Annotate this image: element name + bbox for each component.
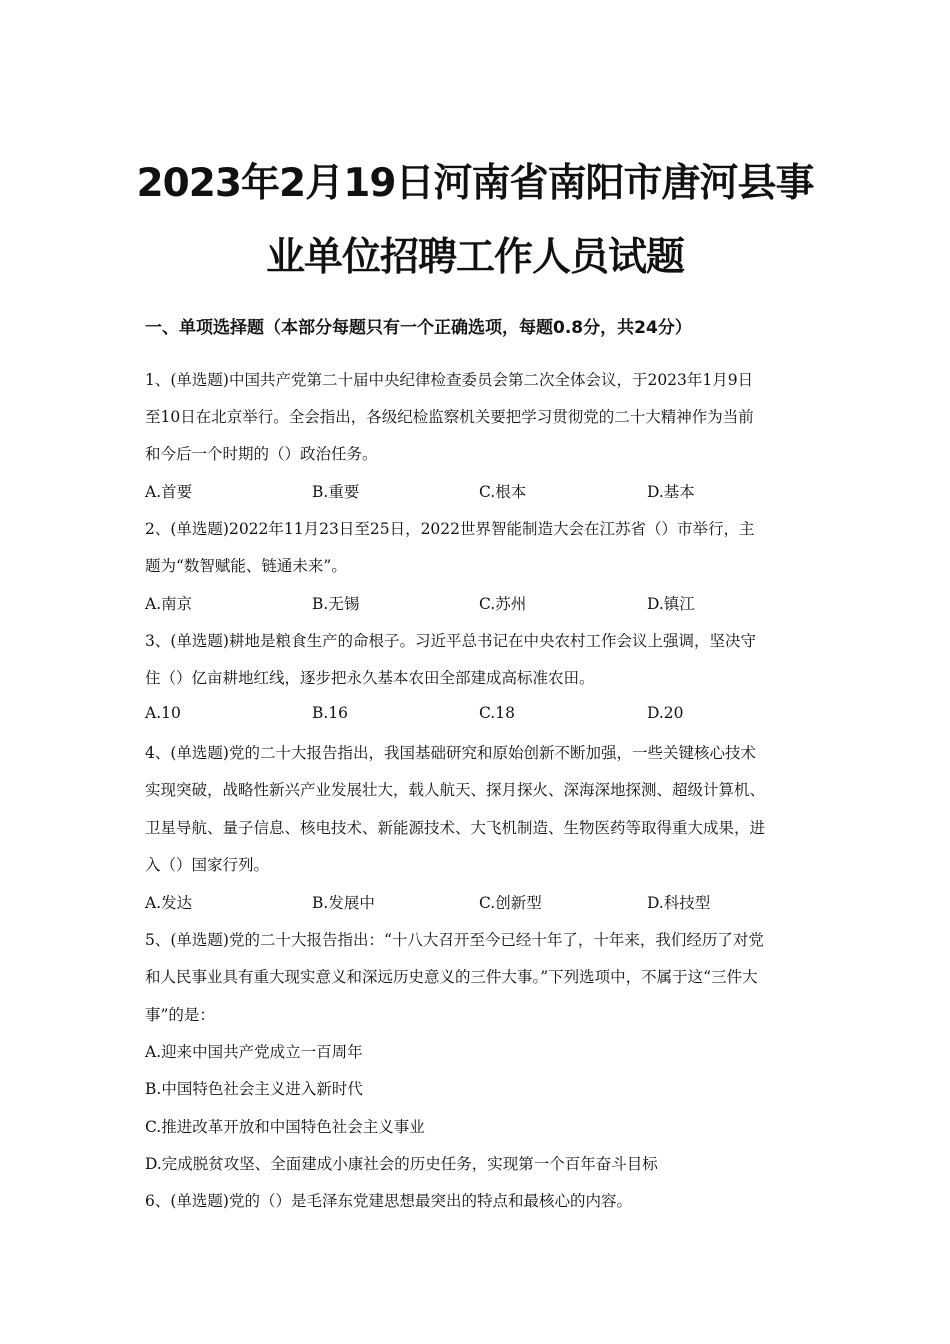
question-6-line-1: 6、(单选题)党的（）是毛泽东党建思想最突出的特点和最核心的内容。 [145,1192,632,1210]
document-title-line-1: 2023年2月19日河南省南阳市唐河县事 [136,161,814,206]
question-4-line-1: 4、(单选题)党的二十大报告指出，我国基础研究和原始创新不断加强，一些关键核心技术 [145,744,756,762]
question-1-option-b: B.重要 [312,483,360,501]
question-4-option-a: A.发达 [145,894,193,912]
question-5-line-3: 事”的是： [145,1006,215,1024]
question-5-option-d: D.完成脱贫攻坚、全面建成小康社会的历史任务，实现第一个百年奋斗目标 [145,1155,658,1173]
question-4-line-2: 实现突破，战略性新兴产业发展壮大，载人航天、探月探火、深海深地探测、超级计算机、 [145,781,766,799]
question-2-option-d: D.镇江 [647,595,695,613]
question-3-options [145,704,825,726]
question-4-line-3: 卫星导航、量子信息、核电技术、新能源技术、大飞机制造、生物医药等取得重大成果，进 [145,819,766,837]
question-5-option-b: B.中国特色社会主义进入新时代 [145,1080,363,1098]
question-3-line-1: 3、(单选题)耕地是粮食生产的命根子。习近平总书记在中央农村工作会议上强调，坚决守 [145,632,756,650]
document-title-line-2: 业单位招聘工作人员试题 [265,235,684,280]
question-4-options [145,891,825,913]
question-1-line-2: 至10日在北京举行。全会指出，各级纪检监察机关要把学习贯彻党的二十大精神作为当前 [145,408,754,426]
section-heading: 一、单项选择题（本部分每题只有一个正确选项，每题0.8分，共24分） [145,318,692,338]
question-2-option-b: B.无锡 [312,595,360,613]
question-4-option-d: D.科技型 [647,894,711,912]
question-1-options [145,480,825,502]
question-3-option-a: A.10 [145,704,181,722]
question-2-options [145,592,825,614]
question-2-option-a: A.南京 [145,595,193,613]
question-5-option-c: C.推进改革开放和中国特色社会主义事业 [145,1118,425,1136]
question-1-line-3: 和今后一个时期的（）政治任务。 [145,445,378,463]
question-4-line-4: 入（）国家行列。 [145,856,270,874]
question-1-option-a: A.首要 [145,483,193,501]
question-1-option-d: D.基本 [647,483,695,501]
question-2-option-c: C.苏州 [479,595,527,613]
question-2-line-2: 题为“数智赋能、链通未来”。 [145,557,347,575]
question-3-line-2: 住（）亿亩耕地红线，逐步把永久基本农田全部建成高标准农田。 [145,669,595,687]
question-1-line-1: 1、(单选题)中国共产党第二十届中央纪律检查委员会第二次全体会议，于2023年1月9日 [145,371,754,389]
question-5-option-a: A.迎来中国共产党成立一百周年 [145,1043,363,1061]
question-5-line-2: 和人民事业具有重大现实意义和深远历史意义的三件大事。”下列选项中，不属于这“三件大 [145,968,758,986]
question-2-line-1: 2、(单选题)2022年11月23日至25日，2022世界智能制造大会在江苏省（）市举行，主 [145,520,755,538]
question-3-option-c: C.18 [479,704,515,722]
question-4-option-c: C.创新型 [479,894,542,912]
question-5-line-1: 5、(单选题)党的二十大报告指出：“十八大召开至今已经十年了，十年来，我们经历了对党 [145,931,764,949]
question-1-option-c: C.根本 [479,483,527,501]
question-4-option-b: B.发展中 [312,894,375,912]
question-3-option-d: D.20 [647,704,684,722]
question-3-option-b: B.16 [312,704,349,722]
